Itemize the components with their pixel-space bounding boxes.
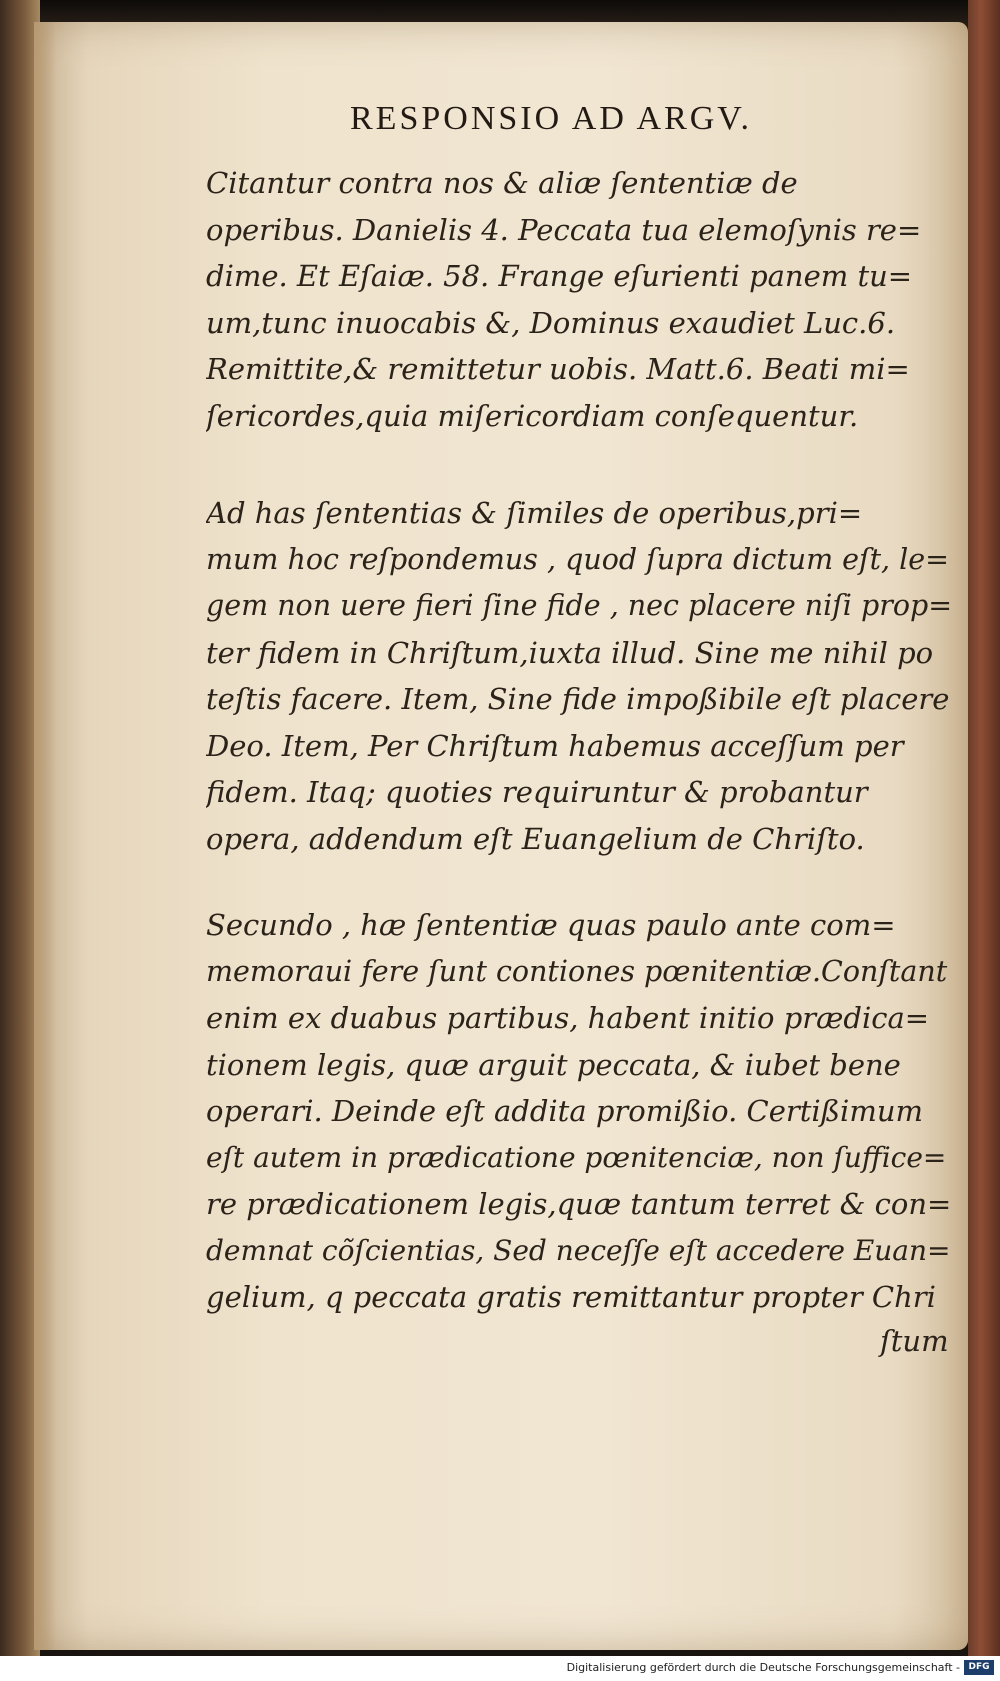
page-gutter-shadow xyxy=(34,22,56,1650)
text-line: gelium, q peccata gratis remittantur propter Chri xyxy=(206,1280,936,1314)
text-line: fidem. Itaq; quoties requiruntur & probantur xyxy=(206,775,868,809)
text-line: mum hoc reſpondemus , quod ſupra dictum eſt, le= xyxy=(206,542,950,576)
text-line: tionem legis, quæ arguit peccata, & iubet bene xyxy=(206,1047,901,1082)
text-line: Secundo , hæ ſententiæ quas paulo ante com= xyxy=(206,908,896,942)
text-line: dime. Et Eſaiæ. 58. Frange eſurienti panem tu= xyxy=(206,259,913,293)
text-line: ſericordes,quia miſericordiam conſequentur. xyxy=(206,398,859,433)
text-line: opera, addendum eſt Euangelium de Chriſto. xyxy=(206,821,865,856)
dfg-logo-icon: DFG xyxy=(964,1660,994,1675)
text-line: ter fidem in Chriſtum,iuxta illud. Sine me nihil po xyxy=(206,635,934,670)
text-line: Deo. Item, Per Chriſtum habemus acceſſum per xyxy=(206,728,904,763)
catchword: ſtum xyxy=(880,1324,949,1358)
footer-credit: Digitalisierung gefördert durch die Deutsche Forschungsgemeinschaft - xyxy=(566,1661,960,1674)
text-line: gem non uere fieri ſine fide , nec placere niſi prop= xyxy=(206,589,953,622)
book-board-right xyxy=(968,0,1000,1656)
text-line: operibus. Danielis 4. Peccata tua elemoſynis re= xyxy=(206,212,922,247)
text-line: operari. Deinde eſt addita promißio. Certißimum xyxy=(206,1094,923,1128)
footer-bar xyxy=(0,1656,1000,1681)
paragraph-2 xyxy=(206,490,958,862)
text-line: teſtis facere. Item, Sine fide impoßibile eſt placere xyxy=(206,682,950,716)
text-line: enim ex duabus partibus, habent initio prædica= xyxy=(206,1001,930,1035)
paragraph-1 xyxy=(206,160,958,439)
paragraph-3 xyxy=(206,902,958,1321)
text-line: demnat cõſcientias, Sed neceſſe eſt accedere Euan= xyxy=(206,1233,951,1267)
text-line: Ad has ſententias & ſimiles de operibus,pri= xyxy=(206,496,863,530)
text-line: Citantur contra nos & aliæ ſententiæ de xyxy=(206,166,798,200)
text-line: memoraui fere ſunt contiones pœnitentiæ.Conſtant xyxy=(206,954,948,988)
text-line: um,tunc inuocabis &, Dominus exaudiet Luc.6. xyxy=(206,305,896,340)
text-line: Remittite,& remittetur uobis. Matt.6. Beati mi= xyxy=(206,352,910,386)
text-line: eſt autem in prædicatione pœnitenciæ, non ſuffice= xyxy=(206,1140,947,1174)
running-head: RESPONSIO AD ARGV. xyxy=(350,100,752,137)
text-line: re prædicationem legis,quæ tantum terret & con= xyxy=(206,1187,952,1221)
